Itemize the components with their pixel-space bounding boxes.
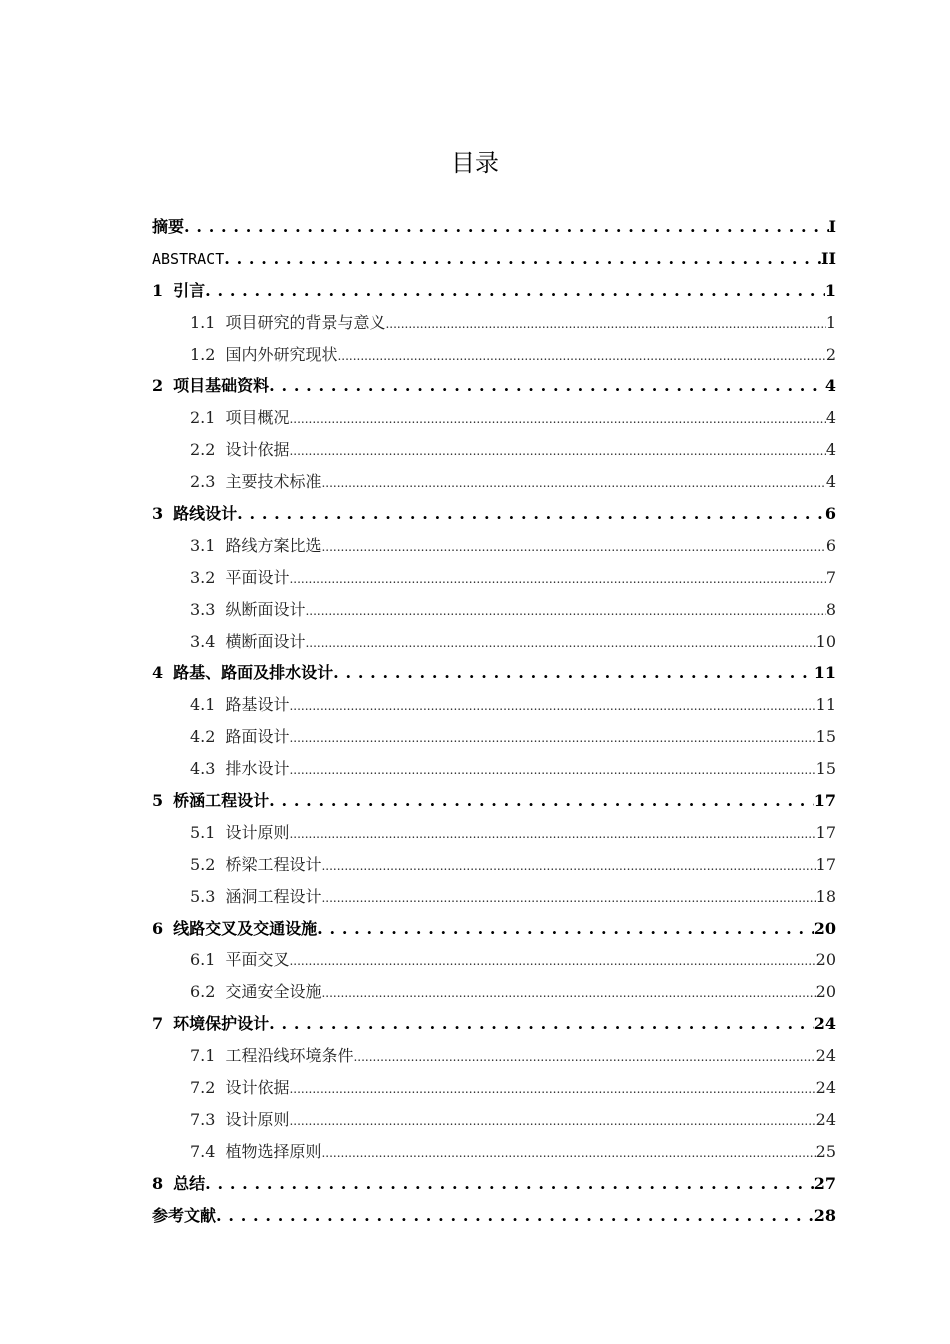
toc-dot-leader [216,1200,814,1232]
toc-dot-leader [289,402,825,436]
toc-entry-number: 7.4 [190,1141,216,1161]
toc-page-number: 24 [813,1014,836,1034]
toc-entry-title: 桥涵工程设计 [173,791,270,811]
toc-dot-leader [205,1168,814,1200]
toc-entry-title: 涵洞工程设计 [225,886,322,906]
toc-section-entry[interactable] [152,307,836,339]
toc-dot-leader [333,657,814,689]
toc-section-entry[interactable] [152,402,836,434]
toc-entry-title: 工程沿线环境条件 [225,1046,354,1066]
toc-entry-number: 5.2 [190,854,216,874]
toc-entry-number: 7.3 [190,1109,216,1129]
toc-dot-leader [289,434,825,468]
toc-entry-number: 2 [152,376,164,396]
toc-entry-title: 总结 [173,1173,206,1193]
toc-page-number: 15 [815,759,836,779]
toc-page-number: II [821,248,836,268]
toc-dot-leader [305,594,825,628]
toc-page-number: 1 [824,280,836,300]
toc-entry-title: 国内外研究现状 [225,344,338,364]
toc-chapter-entry[interactable] [152,1008,836,1040]
toc-entry-number: 2.3 [190,472,216,492]
toc-page-number: 1 [825,312,836,332]
toc-page-number: 17 [813,791,836,811]
toc-entry-title: ABSTRACT [152,249,225,268]
toc-dot-leader [321,976,815,1010]
toc-entry-title: 项目概况 [225,408,290,428]
toc-page-number: 24 [815,1109,836,1129]
toc-page-number: 4 [824,376,836,396]
toc-entry-number: 4 [152,663,164,683]
toc-entry-title: 设计原则 [225,822,290,842]
toc-entry-number: 1.2 [190,344,216,364]
toc-entry-title: 排水设计 [225,759,290,779]
toc-page-number: 8 [825,599,836,619]
toc-page-number: I [828,217,836,236]
toc-entry-title: 桥梁工程设计 [225,854,322,874]
toc-page-number: 6 [824,504,836,524]
toc-entry-title: 设计依据 [225,1078,290,1098]
toc-section-entry[interactable] [152,881,836,913]
toc-dot-leader [353,1040,815,1074]
toc-entry-number: 5.1 [190,822,216,842]
toc-chapter-entry[interactable] [152,785,836,817]
toc-dot-leader [305,626,815,660]
toc-entry-number: 2.1 [190,408,216,428]
toc-entry-title: 路线方案比选 [225,535,322,555]
toc-page-number: 24 [815,1078,836,1098]
toc-entry-number: 1.1 [190,312,216,332]
toc-dot-leader [289,1072,815,1106]
toc-entry-number: 4.2 [190,727,216,747]
toc-section-entry[interactable] [152,721,836,753]
toc-dot-leader [289,944,815,978]
toc-page-number: 25 [815,1141,836,1161]
toc-chapter-entry[interactable] [152,498,836,530]
toc-section-entry[interactable] [152,944,836,976]
toc-dot-leader [269,785,814,817]
toc-chapter-entry[interactable] [152,1168,836,1200]
toc-dot-leader [321,881,815,915]
toc-entry-title: 植物选择原则 [225,1141,322,1161]
toc-dot-leader [184,211,829,243]
toc-entry-title: 平面交叉 [225,950,290,970]
toc-section-entry[interactable] [152,339,836,371]
toc-page-number: 6 [825,535,836,555]
toc-entry-title: 项目研究的背景与意义 [225,312,386,332]
toc-chapter-entry[interactable] [152,243,836,275]
toc-dot-leader [205,275,825,307]
toc-entry-number: 7.2 [190,1078,216,1098]
toc-chapter-entry[interactable] [152,1200,836,1232]
toc-dot-leader [385,307,825,341]
toc-entry-number: 5.3 [190,886,216,906]
toc-page-number: 27 [813,1173,836,1193]
table-of-contents [152,211,836,1232]
toc-entry-number: 2.2 [190,440,216,460]
toc-section-entry[interactable] [152,1136,836,1168]
toc-entry-title: 路面设计 [225,727,290,747]
toc-entry-number: 1 [152,280,164,300]
toc-entry-title: 平面设计 [225,567,290,587]
toc-entry-title: 交通安全设施 [225,982,322,1002]
toc-section-entry[interactable] [152,626,836,658]
toc-entry-number: 3.3 [190,599,216,619]
toc-section-entry[interactable] [152,849,836,881]
toc-section-entry[interactable] [152,753,836,785]
toc-page-number: 20 [815,950,836,970]
toc-dot-leader [321,849,815,883]
toc-entry-number: 6 [152,918,164,938]
toc-page-number: 10 [815,631,836,651]
toc-chapter-entry[interactable] [152,657,836,689]
toc-dot-leader [289,817,815,851]
toc-dot-leader [337,339,825,373]
toc-section-entry[interactable] [152,1040,836,1072]
toc-entry-title: 纵断面设计 [225,599,306,619]
toc-dot-leader [321,1136,815,1170]
toc-entry-title: 线路交叉及交通设施 [173,918,318,938]
toc-page-number: 4 [825,440,836,460]
toc-section-entry[interactable] [152,434,836,466]
toc-section-entry[interactable] [152,594,836,626]
toc-dot-leader [289,562,825,596]
toc-page-number: 28 [813,1205,836,1225]
toc-dot-leader [289,721,815,755]
toc-entry-number: 4.3 [190,759,216,779]
toc-dot-leader [237,498,825,530]
toc-entry-title: 参考文献 [152,1205,217,1225]
toc-entry-title: 路基设计 [225,695,290,715]
toc-section-entry[interactable] [152,1104,836,1136]
toc-page-number: 17 [815,822,836,842]
toc-entry-title: 主要技术标准 [225,472,322,492]
toc-dot-leader [321,530,825,564]
toc-page-number: 4 [825,472,836,492]
toc-chapter-entry[interactable] [152,275,836,307]
toc-dot-leader [321,466,825,500]
toc-dot-leader [317,913,814,945]
toc-entry-number: 3.1 [190,535,216,555]
toc-dot-leader [269,370,825,402]
toc-entry-title: 横断面设计 [225,631,306,651]
toc-entry-number: 7.1 [190,1046,216,1066]
toc-entry-title: 设计依据 [225,440,290,460]
toc-chapter-entry[interactable] [152,370,836,402]
toc-entry-title: 路线设计 [173,504,238,524]
toc-section-entry[interactable] [152,817,836,849]
toc-entry-number: 6.1 [190,950,216,970]
toc-page-number: 15 [815,727,836,747]
toc-page-number: 24 [815,1046,836,1066]
toc-dot-leader [269,1008,814,1040]
toc-dot-leader [224,243,821,275]
toc-entry-title: 项目基础资料 [173,376,270,396]
toc-entry-title: 设计原则 [225,1109,290,1129]
toc-section-entry[interactable] [152,530,836,562]
toc-entry-number: 3.4 [190,631,216,651]
toc-entry-title: 路基、路面及排水设计 [173,663,334,683]
toc-entry-title: 环境保护设计 [173,1014,270,1034]
toc-entry-title: 摘要 [152,217,185,236]
toc-entry-number: 3 [152,504,164,524]
toc-entry-number: 5 [152,791,164,811]
toc-dot-leader [289,753,815,787]
toc-page-number: 4 [825,408,836,428]
toc-entry-number: 8 [152,1173,164,1193]
toc-page-number: 20 [815,982,836,1002]
page-title: 目录 [451,149,499,177]
toc-page-number: 11 [813,663,836,683]
toc-section-entry[interactable] [152,689,836,721]
toc-chapter-entry[interactable] [152,913,836,945]
toc-page-number: 17 [815,854,836,874]
toc-page-number: 11 [815,695,836,715]
toc-page-number: 18 [815,886,836,906]
toc-dot-leader [289,689,815,723]
toc-entry-number: 4.1 [190,695,216,715]
toc-section-entry[interactable] [152,1072,836,1104]
toc-entry-title: 引言 [173,280,206,300]
toc-entry-number: 3.2 [190,567,216,587]
toc-entry-number: 6.2 [190,982,216,1002]
toc-section-entry[interactable] [152,466,836,498]
toc-section-entry[interactable] [152,562,836,594]
toc-page-number: 20 [813,918,836,938]
toc-entry-number: 7 [152,1014,164,1034]
toc-chapter-entry[interactable] [152,211,836,243]
toc-dot-leader [289,1104,815,1138]
toc-page-number: 7 [825,567,836,587]
toc-page-number: 2 [825,344,836,364]
toc-section-entry[interactable] [152,976,836,1008]
